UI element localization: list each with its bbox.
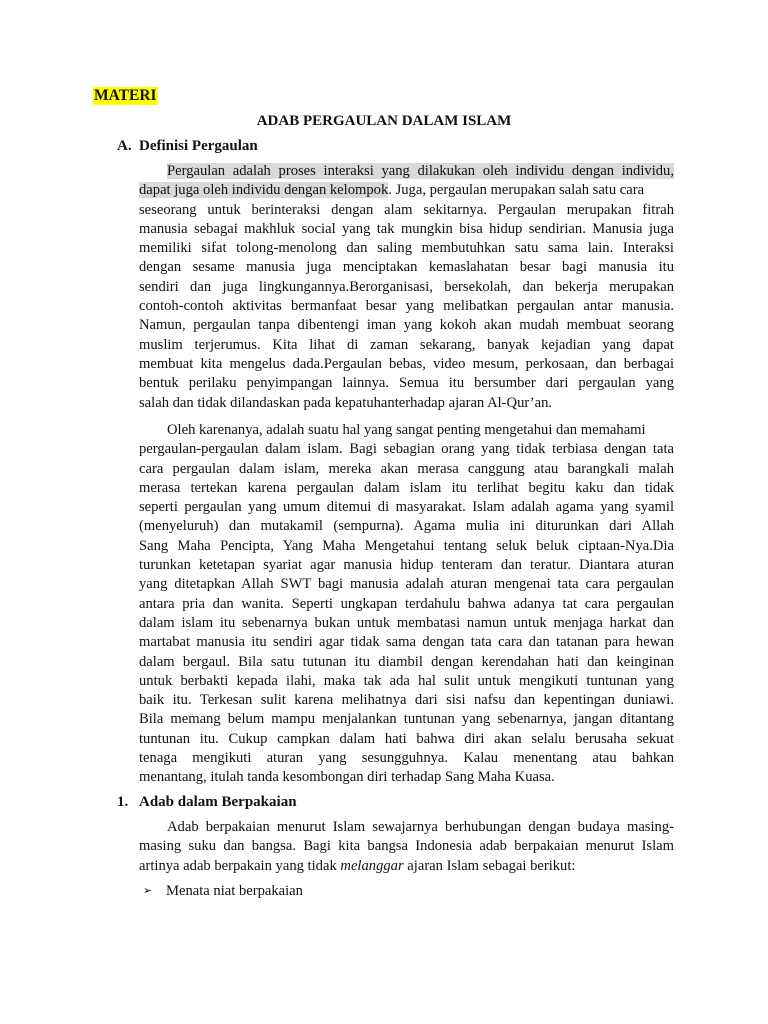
para1-line-7: sendiri dan juga lingkungannya.Berorganisasi, bersekolah, dan bekerja merupakan bbox=[139, 278, 674, 295]
para1-line-8: contoh-contoh aktivitas bermanfaat besar yang melibatkan pergaulan antar manusia. bbox=[139, 298, 674, 315]
para2-line-15: baik itu. Terkesan sulit karena melihatnya dari sisi nafsu dan kepentingan duniawi. bbox=[139, 692, 674, 709]
para2-line-16: Bila memang belum mampu menjalankan tuntunan yang sebenarnya, jangan ditantang bbox=[139, 711, 674, 728]
para1-line-6: dengan sesame manusia juga menciptakan kemaslahatan besar bagi manusia itu bbox=[139, 259, 674, 276]
para1-line-9: Namun, pergaulan tanpa dibentengi iman yang kokoh akan mudah membuat seorang bbox=[139, 317, 674, 334]
para1-line-2 bbox=[139, 181, 674, 200]
para2-line-8: turunkan ketetapan syariat agar manusia hidup tenteram dan teratur. Diantara aturan bbox=[139, 557, 674, 574]
para1-line-3: seseorang untuk berinteraksi dengan alam sekitarnya. Pergaulan merupakan fitrah bbox=[139, 201, 674, 218]
para2-line-10: antara pria dan wanita. Seperti ungkapan terdahulu bahwa adanya tat cara pergaulan bbox=[139, 595, 674, 612]
para2-line-3: cara pergaulan dalam islam, mereka akan merasa canggung atau barangkali malah bbox=[139, 460, 674, 477]
para2-line-18: tenaga mengikuti aturan yang sesungguhnya. Kalau menentang atau bahkan bbox=[139, 750, 674, 767]
para2-line-9: yang ditetapkan Allah SWT bagi manusia adalah aturan mengenai tata cara pergaulan bbox=[139, 576, 674, 593]
paragraph-adab-berpakaian bbox=[139, 818, 674, 876]
para1-line-1 bbox=[139, 162, 674, 181]
para1-line-5: memiliki sifat tolong-menolong dan saling membutuhkan satu sama lain. Interaksi bbox=[139, 240, 674, 257]
materi-label: MATERI bbox=[94, 87, 157, 104]
paragraph-oleh-karenanya bbox=[139, 421, 674, 788]
para3-line-2: masing suku dan bangsa. Bagi kita bangsa Indonesia adab berpakaian menurut Islam bbox=[139, 838, 674, 855]
para1-line-10: muslim terjerumus. Kita lihat di zaman sekarang, banyak kejadian yang dapat bbox=[139, 336, 674, 353]
para2-line-5: seperti pergaulan yang umum ditemui di masyarakat. Islam adalah agama yang syamil bbox=[139, 499, 674, 516]
para1-line-2-rest: . Juga, pergaulan merupakan salah satu cara bbox=[388, 182, 645, 199]
para3-italic-word: melanggar bbox=[340, 857, 404, 874]
para2-line-13: dalam bergaul. Bila satu tutunan itu diambil dengan kerendahan hati dan keinginan bbox=[139, 653, 674, 670]
arrow-bullet-icon: ➢ bbox=[143, 885, 153, 897]
section-a-title: Definisi Pergaulan bbox=[139, 138, 258, 154]
para2-line-11: dalam islam itu sebenarnya bukan untuk membatasi namun untuk menjaga harkat dan bbox=[139, 614, 674, 631]
para3-line-1: Adab berpakaian menurut Islam sewajarnya berhubungan dengan budaya masing- bbox=[167, 819, 674, 835]
para1-line-4: manusia sebagai makhluk social yang tak mungkin bisa hidup sendirian. Manusia juga bbox=[139, 220, 674, 237]
para2-line-1: Oleh karenanya, adalah suatu hal yang sangat penting mengetahui dan memahami bbox=[167, 422, 646, 438]
section-1-number: 1. bbox=[117, 794, 129, 810]
para2-line-7: Sang Maha Pencipta, Yang Maha Mengetahui tentang seluk beluk ciptaan-Nya.Dia bbox=[139, 537, 674, 554]
para3-line-3 bbox=[139, 857, 674, 876]
para2-line-17: tuntunan itu. Cukup campkan dalam hati bahwa diri akan selalu berusaha sekuat bbox=[139, 730, 674, 747]
para1-line-13: salah dan tidak dilandaskan pada kepatuhanterhadap ajaran Al-Qur’an. bbox=[139, 394, 553, 411]
section-a-number: A. bbox=[117, 138, 132, 154]
para2-line-4: merasa tertekan karena pergaulan dalam islam itu terlihat begitu kaku dan tidak bbox=[139, 479, 674, 496]
document-title: ADAB PERGAULAN DALAM ISLAM bbox=[256, 113, 512, 129]
paragraph-definisi bbox=[139, 162, 674, 413]
bullet-text: Menata niat berpakaian bbox=[166, 883, 303, 899]
para2-line-2: pergaulan-pergaulan dalam islam. Bagi sebagian orang yang tidak terbiasa dengan tata bbox=[139, 441, 674, 458]
highlight-1: Pergaulan adalah proses interaksi yang dilakukan oleh individu dengan individu, bbox=[167, 163, 674, 179]
highlight-2: dapat juga oleh individu dengan kelompok bbox=[139, 182, 389, 199]
para2-line-14: untuk berbakti kepada ilahi, maka tak ada hal sulit untuk mengikuti tuntunan yang bbox=[139, 672, 674, 689]
para3-line-3-a: artinya adab berpakain yang tidak bbox=[139, 857, 341, 874]
para3-line-3-b: ajaran Islam sebagai berikut: bbox=[403, 857, 576, 874]
para2-line-19: menantang, itulah tanda kesombongan diri terhadap Sang Maha Kuasa. bbox=[139, 769, 555, 786]
para2-line-12: martabat manusia itu sendiri agar tidak sama dengan tata cara dan tatanan para hewan bbox=[139, 634, 674, 651]
para1-line-12: bentuk perilaku penyimpangan lainnya. Semua itu bersumber dari pergaulan yang bbox=[139, 375, 674, 392]
section-1-title: Adab dalam Berpakaian bbox=[139, 794, 297, 810]
para2-line-6: (menyeluruh) dan mutakamil (sempurna). Agama mulia ini diturunkan dari Allah bbox=[139, 518, 674, 535]
para1-line-11: membuat kita mengelus dada.Pergaulan bebas, video mesum, perkosaan, dan berbagai bbox=[139, 355, 674, 372]
